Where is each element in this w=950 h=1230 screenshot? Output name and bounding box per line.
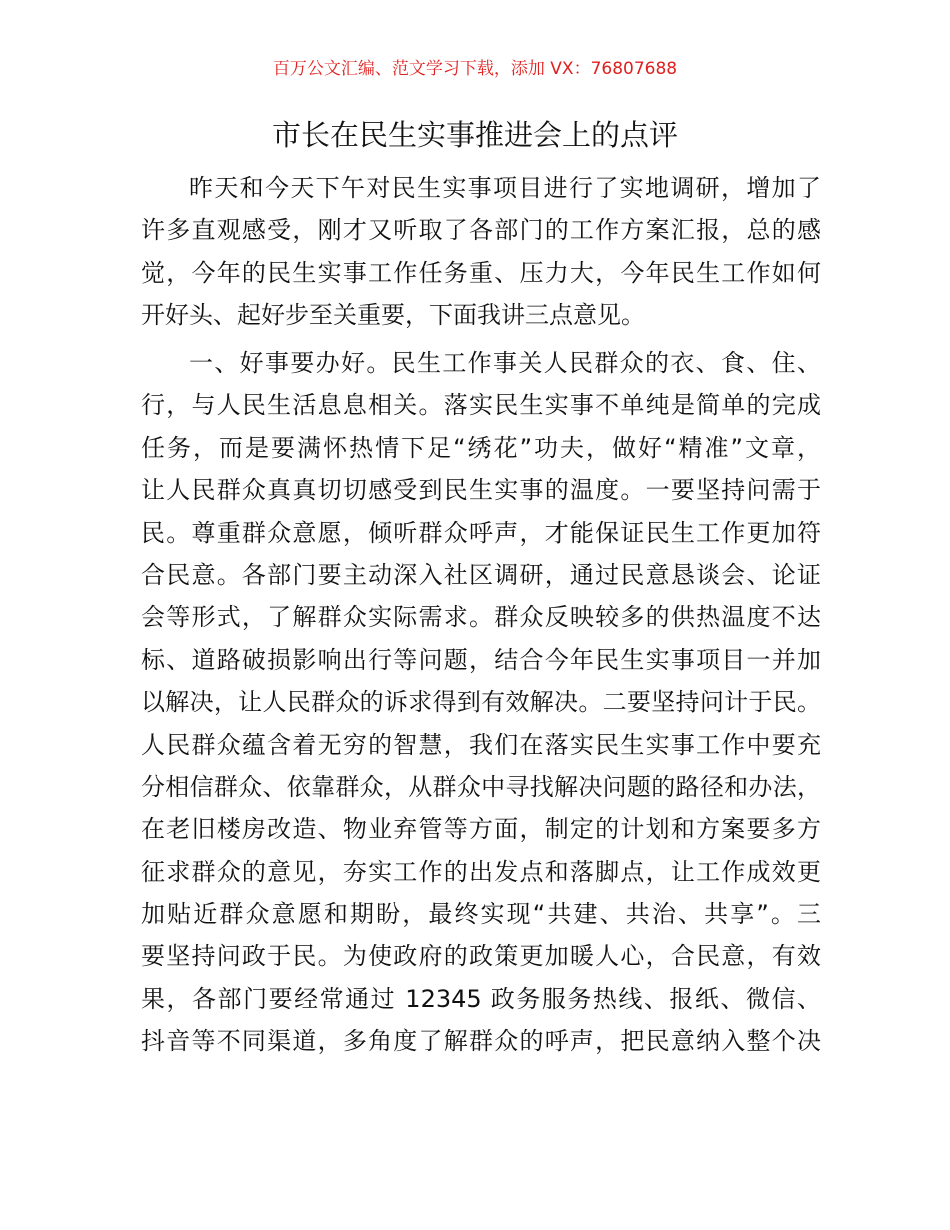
- text-line: 果，各部门要经常通过 12345 政务服务热线、报纸、微信、: [141, 984, 821, 1013]
- text-line: 抖音等不同渠道，多角度了解群众的呼声，把民意纳入整个决: [141, 1027, 821, 1056]
- text-line: 觉，今年的民生实事工作任务重、压力大，今年民生工作如何: [141, 258, 821, 287]
- text-line: 在老旧楼房改造、物业弃管等方面，制定的计划和方案要多方: [141, 815, 821, 844]
- document-title: 市长在民生实事推进会上的点评: [271, 118, 678, 152]
- text-line: 分相信群众、依靠群众，从群众中寻找解决问题的路径和办法，: [141, 772, 821, 801]
- text-line: 昨天和今天下午对民生实事项目进行了实地调研，增加了: [189, 174, 821, 202]
- text-line: 要坚持问政于民。为使政府的政策更加暖人心，合民意，有效: [141, 942, 821, 971]
- text-line: 会等形式，了解群众实际需求。群众反映较多的供热温度不达: [141, 603, 821, 632]
- text-line: 让人民群众真真切切感受到民生实事的温度。一要坚持问需于: [141, 476, 821, 505]
- paragraph-section-one: [141, 342, 821, 1063]
- paragraph-intro: [141, 167, 821, 337]
- text-line: 加贴近群众意愿和期盼，最终实现“共建、共治、共享”。三: [141, 900, 821, 929]
- text-line: 任务，而是要满怀热情下足“绣花”功夫，做好“精准”文章，: [141, 433, 821, 462]
- text-line: 合民意。各部门要主动深入社区调研，通过民意恳谈会、论证: [141, 560, 821, 589]
- text-line: 以解决，让人民群众的诉求得到有效解决。二要坚持问计于民。: [141, 688, 821, 717]
- text-line: 一、好事要办好。民生工作事关人民群众的衣、食、住、: [189, 349, 821, 377]
- text-line: 民。尊重群众意愿，倾听群众呼声，才能保证民生工作更加符: [141, 518, 821, 547]
- watermark-header: 百万公文汇编、范文学习下载，添加 VX：76807688: [272, 59, 678, 79]
- text-line: 标、道路破损影响出行等问题，结合今年民生实事项目一并加: [141, 645, 821, 674]
- text-line: 人民群众蕴含着无穷的智慧，我们在落实民生实事工作中要充: [141, 730, 821, 759]
- text-line: 许多直观感受，刚才又听取了各部门的工作方案汇报，总的感: [141, 216, 821, 245]
- text-line: 开好头、起好步至关重要，下面我讲三点意见。: [141, 301, 645, 330]
- text-line: 征求群众的意见，夯实工作的出发点和落脚点，让工作成效更: [141, 857, 821, 886]
- text-line: 行，与人民生活息息相关。落实民生实事不单纯是简单的完成: [141, 391, 821, 420]
